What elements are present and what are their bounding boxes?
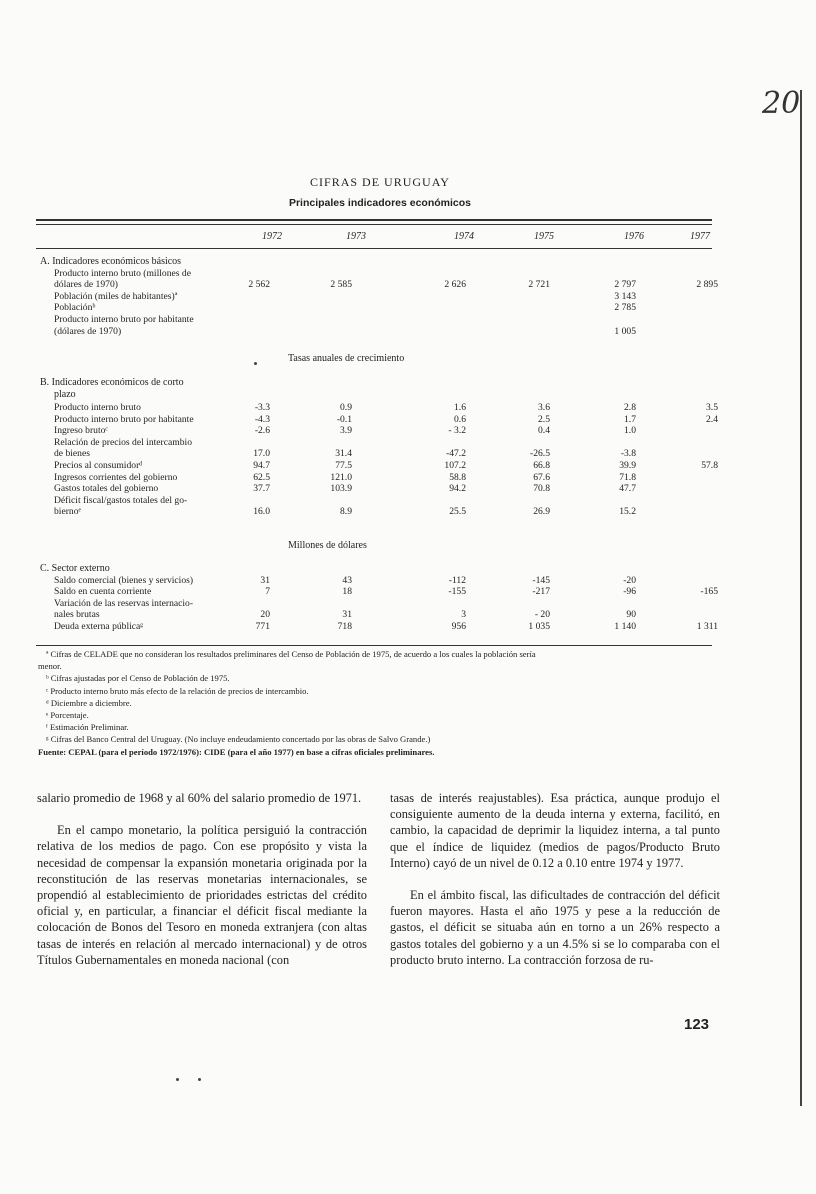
section-b-row-label: Precios al consumidorᵈ [54,460,143,471]
footnote: ᵈ Diciembre a diciembre. [46,697,132,708]
section-c-cell: -145 [532,574,550,586]
section-b-cell: 103.9 [330,483,352,495]
section-c-row-label: nales brutas [54,609,100,621]
section-c-cell: 18 [342,586,352,598]
footnote: ᵍ Cifras del Banco Central del Uruguay. (No incluye endeudamiento concertado por las obras de Salvo Grande.) [46,734,431,745]
section-a-row-label: Producto interno bruto (millones de [54,267,191,279]
section-c-cell: 771 [255,620,270,632]
speck [198,1078,201,1081]
section-b-cell: 107.2 [444,460,466,471]
section-a-heading: A. Indicadores económicos básicos [40,256,182,267]
section-b-row-label: Producto interno bruto por habitante [54,413,194,425]
millions-caption: Millones de dólares [288,540,367,551]
section-c-cell: 1 311 [696,620,718,632]
speck [176,1078,179,1081]
section-a-row-label: Producto interno bruto por habitante [54,313,194,325]
section-b-cell: 77.5 [335,460,352,471]
section-a-cell: 1 005 [614,325,636,337]
section-c-cell: 7 [265,586,270,598]
paragraph: En el ámbito fiscal, las dificultades de contracción del déficit fueron mayores. Hasta el año 1975 y pese a la reducción de gastos, el déficit se situaba aún en torno a un 26% respecto a gastos totales del gobierno y a un 4.5% si se lo comparaba con el producto bruto interno. La contracción forzosa de ru- [390,888,720,967]
section-b-cell: 62.5 [253,471,270,483]
year-header-1973: 1973 [346,231,366,242]
section-c-cell: -165 [700,586,718,598]
year-header-1972: 1972 [262,231,282,242]
section-c-cell: 31 [342,609,352,621]
section-b-cell: -3.8 [620,448,636,460]
section-b-cell: -26.5 [530,448,550,460]
section-b-cell: 94.2 [449,483,466,495]
section-b-cell: 31.4 [335,448,352,460]
section-b-row-label: de bienes [54,448,90,460]
section-b-cell: 70.8 [533,483,550,495]
section-b-cell: -4.3 [254,413,270,425]
section-b-cell: 15.2 [619,506,636,518]
section-b-cell: 94.7 [253,460,270,471]
section-c-cell: 718 [337,620,352,632]
section-b-row-label: Ingresos corrientes del gobierno [54,471,178,483]
section-a-cell: 2 626 [444,279,466,291]
table-top-rule [36,219,712,221]
table-bottom-rule [36,645,712,646]
section-a-cell: 3 143 [614,290,636,302]
year-header-1976: 1976 [624,231,644,242]
section-c-cell: -20 [623,574,636,586]
table-header-rule [36,248,712,249]
section-a-row-label: (dólares de 1970) [54,325,122,337]
section-b-cell: 8.9 [340,506,352,518]
section-b-cell: 2.5 [538,413,550,425]
section-a-cell: 2 562 [248,279,270,291]
section-c-cell: -96 [623,586,636,598]
section-c-cell: 1 035 [528,620,550,632]
paragraph: En el campo monetario, la política persiguió la contracción relativa de los medios de pago. Con ese propósito y vista la necesidad de compensar la expansión monetaria originada por la reconstitución de las reservas monetarias internacionales, se propendió al establecimiento de prioridades estrictas del crédito oficial y, en particular, a financiar el déficit fiscal mediante la colocación de Bonos del Tesoro en moneda extranjera (con altas tasas de interés en relación al mercado internacional) y de otros Títulos Gubernamentales en moneda nacional (con [37,823,367,967]
section-c-heading: C. Sector externo [40,563,110,574]
section-a-cell: 2 785 [614,302,636,314]
section-b-cell: -0.1 [336,413,352,425]
section-c-cell: -217 [532,586,550,598]
section-c-cell: -155 [448,586,466,598]
section-c-row-label: Saldo en cuenta corriente [54,586,152,598]
footnote: Fuente: CEPAL (para el período 1972/1976): CIDE (para el año 1977) en base a cifras oficiales preliminares. [38,746,435,757]
section-b-row-label: biernoᵉ [54,506,81,518]
section-b-row-label: Relación de precios del intercambio [54,436,192,448]
year-header-1977: 1977 [690,231,710,242]
section-b-row-label: Gastos totales del gobierno [54,483,159,495]
speck [254,362,257,365]
section-c-cell: 20 [260,609,270,621]
section-b-row-label: Ingreso brutoᶜ [54,425,108,437]
table-subtitle: Principales indicadores económicos [288,197,472,209]
section-a-cell: 2 797 [614,279,636,291]
section-a-cell: 2 721 [528,279,550,291]
section-a-row-label: Poblaciónᵇ [54,302,96,314]
footnote: ᶠ Estimación Preliminar. [46,722,129,733]
footnote: ᵉ Porcentaje. [46,710,89,720]
section-c-row-label: Deuda externa públicaᵍ [54,620,144,632]
section-b-cell: 0.6 [454,413,466,425]
year-header-1975: 1975 [534,231,554,242]
section-a-cell: 2 585 [330,279,352,291]
left-text-column [37,790,367,968]
section-b-cell: 1.7 [624,413,636,425]
section-b-cell: 16.0 [253,506,270,518]
rates-caption: Tasas anuales de crecimiento [288,353,405,364]
paragraph: salario promedio de 1968 y al 60% del salario promedio de 1971. [37,791,362,805]
section-b-cell: 39.9 [619,460,636,471]
section-c-cell: 956 [451,620,466,632]
section-b-cell: 67.6 [533,471,550,483]
section-c-row-label: Variación de las reservas internacio- [54,597,194,609]
section-b-row-label: Producto interno bruto [54,402,141,413]
section-a-cell: 2 895 [696,279,718,291]
year-header-1974: 1974 [454,231,474,242]
section-a-row-label: Población (miles de habitantes)ª [54,290,178,302]
page-number: 123 [684,1016,710,1033]
section-b-cell: 47.7 [619,483,636,495]
section-b-cell: 2.8 [624,402,636,413]
section-b-heading: plazo [54,388,76,400]
table-title: CIFRAS DE URUGUAY [310,175,450,189]
section-b-cell: 3.5 [706,402,718,413]
section-b-cell: 37.7 [253,483,270,495]
section-b-cell: 25.5 [449,506,466,518]
section-a-row-label: dólares de 1970) [54,279,118,291]
section-b-cell: 3.6 [538,402,550,413]
section-c-row-label: Saldo comercial (bienes y servicios) [54,574,194,586]
section-b-cell: 17.0 [253,448,270,460]
section-c-cell: 90 [626,609,636,621]
section-c-cell: -112 [448,574,466,586]
section-b-cell: 57.8 [701,460,718,471]
section-b-cell: 1.6 [454,402,466,413]
paragraph: tasas de interés reajustables). Esa práctica, aunque produjo el consiguiente aumento de la deuda interna y externa, facilitó, en cambio, la capacidad de deprimir la liquidez interna, a tal punto que el índice de liquidez (medios de pagos/Producto Bruto Interno) cayó de un nivel de 0.12 a 0.10 entre 1974 y 1977. [390,791,720,870]
section-c-cell: 1 140 [614,620,636,632]
section-b-cell: 3.9 [340,425,352,437]
section-b-cell: -47.2 [446,448,466,460]
footnote: menor. [38,661,62,672]
section-b-cell: 66.8 [533,460,550,471]
right-text-column [390,790,720,968]
section-b-cell: 1.0 [624,425,636,437]
section-b-heading: B. Indicadores económicos de corto [40,377,184,388]
section-b-cell: -2.6 [254,425,270,437]
margin-rule [800,90,802,1106]
section-b-cell: 2.4 [706,413,718,425]
footnote: ᶜ Producto interno bruto más efecto de la relación de precios de intercambio. [46,685,309,696]
section-c-cell: 31 [260,574,270,586]
section-c-cell: 43 [342,574,352,586]
section-b-cell: - 3.2 [448,425,466,437]
table-top-rule-thin [36,224,712,225]
section-b-cell: 0.9 [340,402,352,413]
section-c-cell: - 20 [534,609,550,621]
section-b-cell: 71.8 [619,471,636,483]
section-c-cell: 3 [461,609,466,621]
handwritten-page-number: 20 [762,86,801,121]
section-b-cell: -3.3 [254,402,270,413]
footnote: ª Cifras de CELADE que no consideran los resultados preliminares del Censo de Población de 1975, de acuerdo a los cuales la población sería [46,649,536,659]
section-b-cell: 26.9 [533,506,550,518]
section-b-row-label: Déficit fiscal/gastos totales del go- [54,494,188,506]
footnote: ᵇ Cifras ajustadas por el Censo de Población de 1975. [46,673,230,684]
section-b-cell: 121.0 [330,471,352,483]
section-b-cell: 58.8 [449,471,466,483]
section-b-cell: 0.4 [538,425,550,437]
